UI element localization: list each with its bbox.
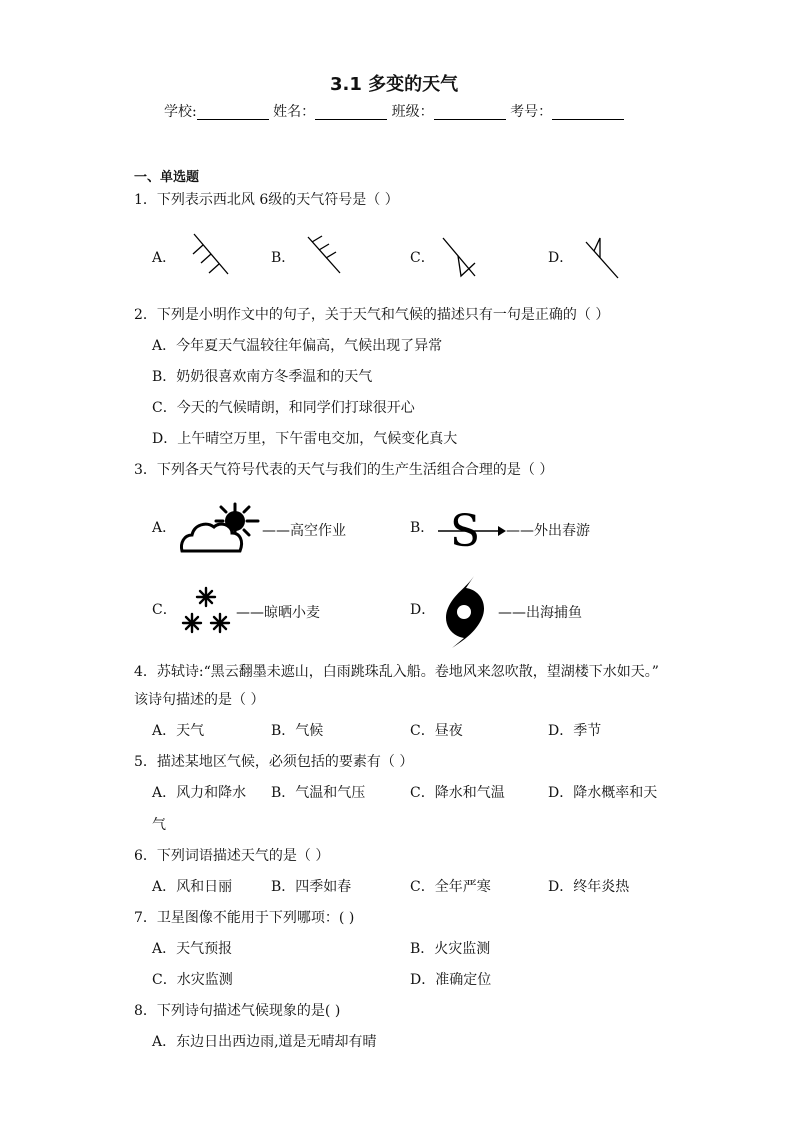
q1-option-d[interactable]: D． — [548, 250, 574, 266]
q4-option-c[interactable]: C．昼夜 — [410, 723, 463, 739]
q7-option-a[interactable]: A．天气预报 — [152, 941, 233, 957]
heavy-snow-icon — [180, 585, 236, 637]
q8-option-a[interactable]: A．东边日出西边雨,道是无晴却有晴 — [152, 1034, 377, 1050]
q7-stem: 7．卫星图像不能用于下列哪项：( ) — [134, 910, 355, 926]
q3-caption-a: ——高空作业 — [262, 523, 346, 539]
q6-option-d[interactable]: D．终年炎热 — [548, 879, 630, 895]
q2-option-b[interactable]: B．奶奶很喜欢南方冬季温和的天气 — [152, 369, 373, 385]
school-blank[interactable] — [197, 105, 269, 120]
q3-option-c[interactable]: C． — [152, 602, 177, 618]
partly-cloudy-icon — [178, 503, 262, 555]
q6-stem: 6．下列词语描述天气的是（ ） — [134, 848, 330, 864]
exam-no-blank[interactable] — [552, 105, 624, 120]
q5-option-d[interactable]: D．降水概率和天 — [548, 785, 658, 801]
q3-option-b[interactable]: B． — [410, 520, 435, 536]
exam-no-label: 考号： — [510, 104, 553, 120]
q2-option-c[interactable]: C．今天的气候晴朗，和同学们打球很开心 — [152, 400, 415, 416]
q4-stem-line2: 该诗句描述的是（ ） — [134, 692, 265, 708]
name-blank[interactable] — [315, 105, 387, 120]
q1-option-a[interactable]: A． — [152, 250, 177, 266]
section-heading: 一、单选题 — [134, 170, 200, 185]
svg-text:S: S — [450, 506, 481, 557]
q5-option-b[interactable]: B．气温和气压 — [271, 785, 366, 801]
q6-option-b[interactable]: B．四季如春 — [271, 879, 352, 895]
q4-option-d[interactable]: D．季节 — [548, 723, 602, 739]
info-fields — [164, 104, 624, 120]
q3-caption-d: ——出海捕鱼 — [498, 605, 582, 621]
q5-stem: 5．描述某地区气候，必须包括的要素有（ ） — [134, 754, 414, 770]
q2-stem: 2．下列是小明作文中的句子，关于天气和气候的描述只有一句是正确的（ ） — [134, 307, 610, 323]
q6-option-a[interactable]: A．风和日丽 — [152, 879, 233, 895]
q3-stem: 3．下列各天气符号代表的天气与我们的生产生活组合合理的是（ ） — [134, 462, 554, 478]
q8-stem: 8．下列诗句描述气候现象的是( ) — [134, 1003, 341, 1019]
q5-option-d-wrap: 气 — [152, 817, 166, 833]
q1-option-b[interactable]: B． — [271, 250, 296, 266]
q2-option-a[interactable]: A．今年夏天气温较往年偏高，气候出现了异常 — [152, 338, 443, 354]
q1-stem: 1．下列表示西北风 6级的天气符号是（ ） — [134, 192, 399, 208]
wind-symbol-b-icon — [306, 235, 342, 275]
q5-option-a[interactable]: A．风力和降水 — [152, 785, 247, 801]
wind-symbol-a-icon — [192, 232, 232, 276]
school-label: 学校: — [164, 104, 197, 120]
q1-option-c[interactable]: C． — [410, 250, 435, 266]
q3-caption-c: ——晾晒小麦 — [236, 605, 320, 621]
wind-symbol-c-icon — [441, 236, 479, 280]
q2-option-d[interactable]: D．上午晴空万里，下午雷电交加，气候变化真大 — [152, 431, 458, 447]
wind-symbol-d-icon — [584, 236, 620, 280]
name-label: 姓名： — [273, 104, 316, 120]
sandstorm-icon — [436, 506, 506, 557]
class-blank[interactable] — [434, 105, 506, 120]
q7-option-b[interactable]: B．火灾监测 — [410, 941, 491, 957]
q3-option-a[interactable]: A． — [152, 520, 177, 536]
class-label: 班级： — [391, 104, 434, 120]
q7-option-c[interactable]: C．水灾监测 — [152, 972, 233, 988]
q4-option-a[interactable]: A．天气 — [152, 723, 205, 739]
page-title: 3.1 多变的天气 — [330, 74, 459, 95]
q4-stem-line1: 4．苏轼诗:“黑云翻墨未遮山，白雨跳珠乱入船。卷地风来忽吹散，望湖楼下水如天。” — [134, 664, 659, 680]
typhoon-icon — [440, 574, 488, 650]
q3-option-d[interactable]: D． — [410, 602, 436, 618]
q3-caption-b: ——外出春游 — [506, 523, 590, 539]
q6-option-c[interactable]: C．全年严寒 — [410, 879, 491, 895]
q7-option-d[interactable]: D．准确定位 — [410, 972, 492, 988]
q4-option-b[interactable]: B．气候 — [271, 723, 324, 739]
q5-option-c[interactable]: C．降水和气温 — [410, 785, 505, 801]
